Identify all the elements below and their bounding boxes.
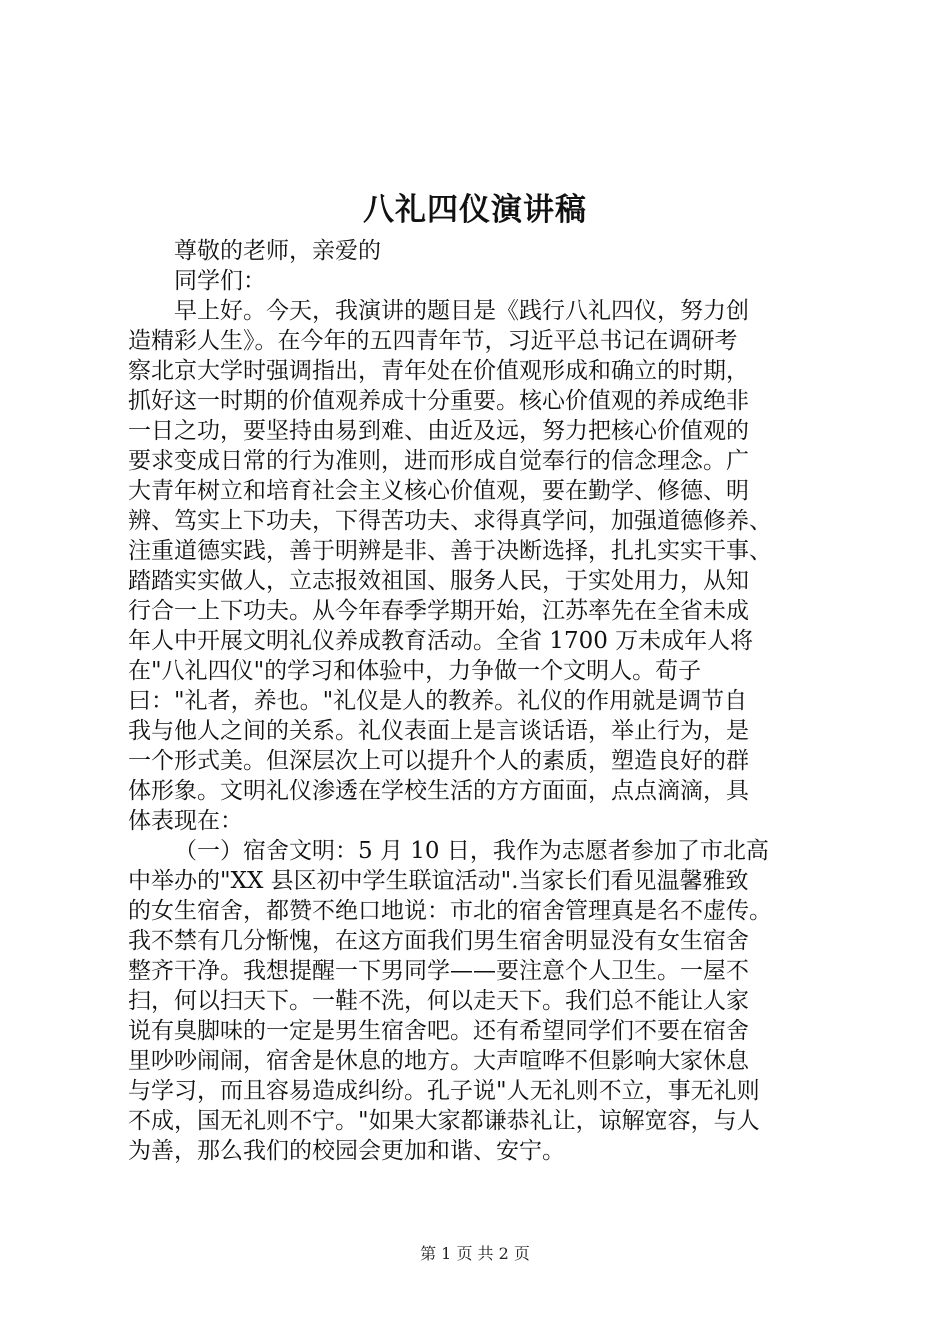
text-line: （一）宿舍文明：5 月 10 日，我作为志愿者参加了市北高	[174, 838, 769, 864]
text-line: 行合一上下功夫。从今年春季学期开始，江苏率先在全省未成	[128, 598, 749, 624]
text-line: 我不禁有几分惭愧，在这方面我们男生宿舍明显没有女生宿舍	[128, 928, 749, 954]
text-line: 不成，国无礼则不宁。"如果大家都谦恭礼让，谅解宽容，与人	[128, 1108, 760, 1134]
text-line: 造精彩人生》。在今年的五四青年节，习近平总书记在调研考	[128, 328, 738, 354]
document-title: 八礼四仪演讲稿	[363, 192, 587, 228]
text-line: 早上好。今天，我演讲的题目是《践行八礼四仪，努力创	[174, 298, 749, 324]
text-line: 一日之功，要坚持由易到难、由近及远，努力把核心价值观的	[128, 418, 749, 444]
text-line: 曰："礼者，养也。"礼仪是人的教养。礼仪的作用就是调节自	[128, 688, 748, 714]
text-line: 说有臭脚味的一定是男生宿舍吧。还有希望同学们不要在宿舍	[128, 1018, 749, 1044]
text-line: 与学习，而且容易造成纠纷。孔子说"人无礼则不立，事无礼则	[128, 1078, 760, 1104]
text-line: 踏踏实实做人，立志报效祖国、服务人民，于实处用力，从知	[128, 568, 749, 594]
text-line: 为善，那么我们的校园会更加和谐、安宁。	[128, 1138, 565, 1164]
page-footer: 第 1 页 共 2 页	[420, 1244, 530, 1263]
text-line: 扫，何以扫天下。一鞋不洗，何以走天下。我们总不能让人家	[128, 988, 749, 1014]
document-body	[128, 236, 832, 1166]
text-line: 体形象。文明礼仪渗透在学校生活的方方面面，点点滴滴，具	[128, 778, 749, 804]
text-line: 年人中开展文明礼仪养成教育活动。全省 1700 万未成年人将	[128, 628, 754, 654]
text-line: 中举办的"XX 县区初中学生联谊活动".当家长们看见温馨雅致	[128, 868, 749, 894]
text-line: 体表现在：	[128, 808, 243, 834]
text-line: 注重道德实践，善于明辨是非、善于决断选择，扎扎实实干事、	[128, 538, 772, 564]
text-line: 察北京大学时强调指出，青年处在价值观形成和确立的时期，	[128, 358, 749, 384]
text-line: 在"八礼四仪"的学习和体验中，力争做一个文明人。荀子	[128, 658, 702, 684]
text-line: 整齐干净。我想提醒一下男同学——要注意个人卫生。一屋不	[128, 958, 749, 984]
text-line: 一个形式美。但深层次上可以提升个人的素质，塑造良好的群	[128, 748, 749, 774]
text-line: 辨、笃实上下功夫，下得苦功夫、求得真学问，加强道德修养、	[128, 508, 772, 534]
text-line: 里吵吵闹闹，宿舍是休息的地方。大声喧哗不但影响大家休息	[128, 1048, 749, 1074]
salutation-line: 同学们：	[174, 268, 266, 294]
text-line: 的女生宿舍，都赞不绝口地说：市北的宿舍管理真是名不虚传。	[128, 898, 772, 924]
text-line: 抓好这一时期的价值观养成十分重要。核心价值观的养成绝非	[128, 388, 749, 414]
text-line: 我与他人之间的关系。礼仪表面上是言谈话语，举止行为，是	[128, 718, 749, 744]
text-line: 要求变成日常的行为准则，进而形成自觉奉行的信念理念。广	[128, 448, 749, 474]
text-line: 大青年树立和培育社会主义核心价值观，要在勤学、修德、明	[128, 478, 749, 504]
salutation-line: 尊敬的老师，亲爱的	[174, 238, 381, 264]
